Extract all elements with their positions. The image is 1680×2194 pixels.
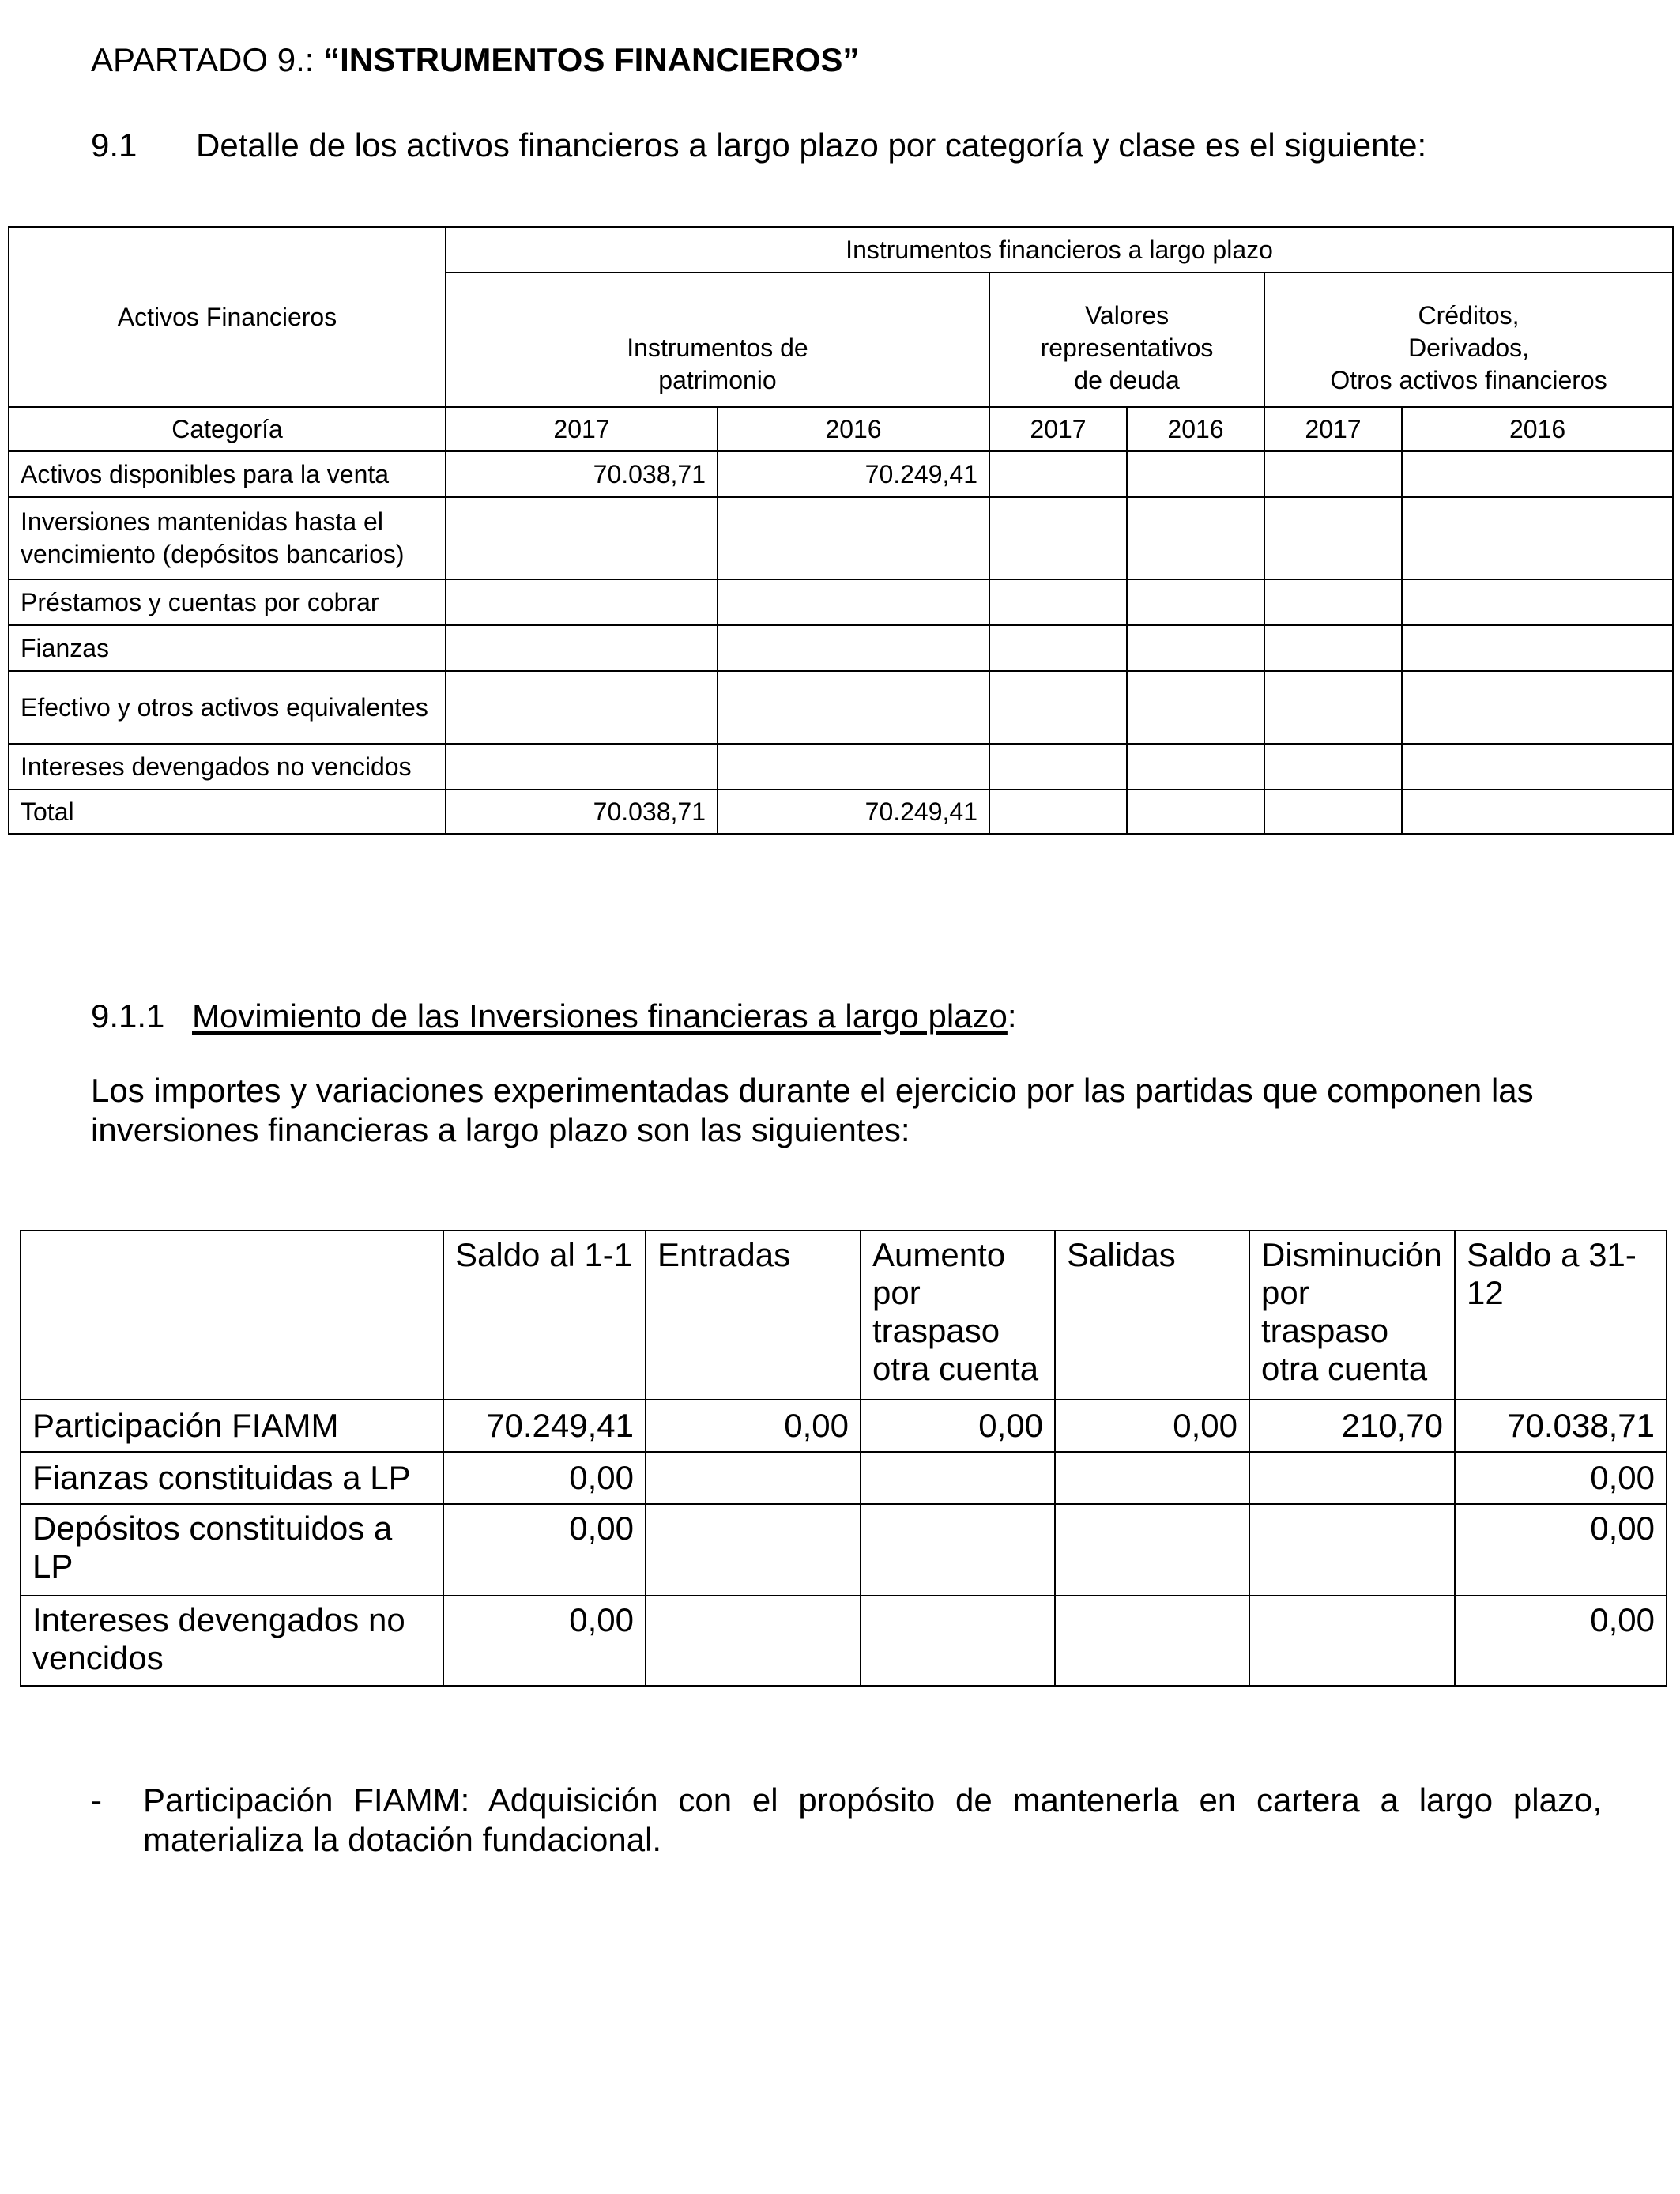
value-cell <box>646 1452 861 1504</box>
row-label: Participación FIAMM <box>21 1400 443 1452</box>
table-row <box>9 625 1673 671</box>
value-cell <box>646 1596 861 1686</box>
year-header: 2017 <box>989 407 1127 451</box>
section-title: Movimiento de las Inversiones financieras a largo plazo <box>192 997 1008 1035</box>
year-header: 2016 <box>1402 407 1673 451</box>
row-label: Depósitos constituidos a LP <box>21 1504 443 1596</box>
value-cell <box>718 744 989 790</box>
value-cell: 70.038,71 <box>446 790 718 834</box>
value-cell <box>446 671 718 744</box>
section-text: Detalle de los activos financieros a largo plazo por categoría y clase es el siguiente: <box>196 126 1427 164</box>
heading-title: “INSTRUMENTOS FINANCIEROS” <box>323 41 860 78</box>
value-cell <box>989 579 1127 625</box>
value-cell <box>1249 1504 1455 1596</box>
value-cell <box>1127 744 1264 790</box>
value-cell <box>446 497 718 579</box>
category-header: Categoría <box>9 407 446 451</box>
value-cell: 70.038,71 <box>1455 1400 1667 1452</box>
value-cell <box>1127 625 1264 671</box>
value-cell <box>1264 744 1402 790</box>
value-cell <box>989 744 1127 790</box>
investment-movements-table <box>20 1230 1667 1687</box>
value-cell <box>1055 1452 1249 1504</box>
value-cell <box>1402 671 1673 744</box>
value-cell <box>1264 671 1402 744</box>
row-label: Intereses devengados no vencidos <box>9 744 446 790</box>
table-row <box>9 497 1673 579</box>
value-cell: 0,00 <box>861 1400 1055 1452</box>
value-cell <box>1264 625 1402 671</box>
section-heading <box>91 41 859 79</box>
value-cell <box>1402 744 1673 790</box>
group-header: Instrumentos financieros a largo plazo <box>446 227 1673 273</box>
value-cell: 210,70 <box>1249 1400 1455 1452</box>
column-header: Saldo al 1-1 <box>443 1231 646 1400</box>
value-cell <box>989 790 1127 834</box>
value-cell <box>718 625 989 671</box>
value-cell <box>1402 497 1673 579</box>
value-cell: 0,00 <box>1455 1452 1667 1504</box>
value-cell <box>718 497 989 579</box>
column-header: Aumento por traspaso otra cuenta <box>861 1231 1055 1400</box>
corner-header: Activos Financieros <box>9 227 446 407</box>
value-cell: 70.249,41 <box>718 790 989 834</box>
table-row <box>9 671 1673 744</box>
value-cell <box>646 1504 861 1596</box>
class-header-equity: Instrumentos de patrimonio <box>446 273 989 407</box>
value-cell <box>989 451 1127 497</box>
table-row <box>21 1504 1667 1596</box>
financial-assets-table <box>8 226 1674 835</box>
value-cell: 70.249,41 <box>718 451 989 497</box>
value-cell <box>1402 625 1673 671</box>
value-cell: 0,00 <box>443 1504 646 1596</box>
value-cell <box>1402 451 1673 497</box>
value-cell: 0,00 <box>646 1400 861 1452</box>
value-cell: 0,00 <box>1055 1400 1249 1452</box>
value-cell <box>446 579 718 625</box>
row-label: Fianzas constituidas a LP <box>21 1452 443 1504</box>
row-label: Inversiones mantenidas hasta el vencimiento (depósitos bancarios) <box>9 497 446 579</box>
heading-prefix: APARTADO 9.: <box>91 41 324 78</box>
year-header: 2016 <box>718 407 989 451</box>
class-header-debt: Valores representativos de deuda <box>989 273 1264 407</box>
value-cell: 0,00 <box>443 1596 646 1686</box>
row-label: Fianzas <box>9 625 446 671</box>
value-cell <box>446 744 718 790</box>
row-label: Intereses devengados no vencidos <box>21 1596 443 1686</box>
value-cell <box>989 497 1127 579</box>
value-cell: 0,00 <box>1455 1596 1667 1686</box>
value-cell <box>446 625 718 671</box>
value-cell <box>1055 1504 1249 1596</box>
section-9-1-intro <box>91 126 1426 164</box>
class-header-credits: Créditos, Derivados, Otros activos financieros <box>1264 273 1673 407</box>
table-row <box>9 579 1673 625</box>
section-number: 9.1 <box>91 126 137 164</box>
value-cell <box>718 671 989 744</box>
corner-header <box>21 1231 443 1400</box>
value-cell <box>861 1596 1055 1686</box>
table-row <box>9 744 1673 790</box>
value-cell <box>1264 579 1402 625</box>
year-header: 2016 <box>1127 407 1264 451</box>
value-cell: 70.249,41 <box>443 1400 646 1452</box>
value-cell: 70.038,71 <box>446 451 718 497</box>
value-cell <box>1264 451 1402 497</box>
value-cell <box>1127 497 1264 579</box>
bullet-dash: - <box>91 1781 102 1819</box>
table-row <box>21 1452 1667 1504</box>
section-colon: : <box>1007 997 1017 1035</box>
column-header: Disminución por traspaso otra cuenta <box>1249 1231 1455 1400</box>
total-row <box>9 790 1673 834</box>
value-cell <box>1127 451 1264 497</box>
column-header: Salidas <box>1055 1231 1249 1400</box>
value-cell <box>1127 579 1264 625</box>
footnote-text: Participación FIAMM: Adquisición con el propósito de mantenerla en cartera a largo plazo, materializa la dotación fundacional. <box>143 1781 1602 1858</box>
year-header: 2017 <box>446 407 718 451</box>
value-cell <box>1127 671 1264 744</box>
row-label: Préstamos y cuentas por cobrar <box>9 579 446 625</box>
value-cell <box>861 1452 1055 1504</box>
footnote <box>91 1781 1602 1860</box>
value-cell <box>1127 790 1264 834</box>
row-label: Activos disponibles para la venta <box>9 451 446 497</box>
value-cell <box>861 1504 1055 1596</box>
column-header: Saldo a 31-12 <box>1455 1231 1667 1400</box>
row-label: Total <box>9 790 446 834</box>
value-cell: 0,00 <box>1455 1504 1667 1596</box>
value-cell <box>1249 1452 1455 1504</box>
table-row <box>21 1400 1667 1452</box>
value-cell: 0,00 <box>443 1452 646 1504</box>
column-header: Entradas <box>646 1231 861 1400</box>
value-cell <box>1402 790 1673 834</box>
value-cell <box>1249 1596 1455 1686</box>
table-row <box>21 1596 1667 1686</box>
value-cell <box>1055 1596 1249 1686</box>
value-cell <box>989 625 1127 671</box>
section-9-1-1-heading <box>91 997 1017 1035</box>
section-number: 9.1.1 <box>91 997 165 1035</box>
row-label: Efectivo y otros activos equivalentes <box>9 671 446 744</box>
section-intro-paragraph: Los importes y variaciones experimentadas durante el ejercicio por las partidas que componen las inversiones financieras a largo plazo son las siguientes: <box>91 1072 1534 1148</box>
year-header: 2017 <box>1264 407 1402 451</box>
value-cell <box>989 671 1127 744</box>
value-cell <box>1264 497 1402 579</box>
value-cell <box>1264 790 1402 834</box>
value-cell <box>1402 579 1673 625</box>
value-cell <box>718 579 989 625</box>
table-row <box>9 451 1673 497</box>
